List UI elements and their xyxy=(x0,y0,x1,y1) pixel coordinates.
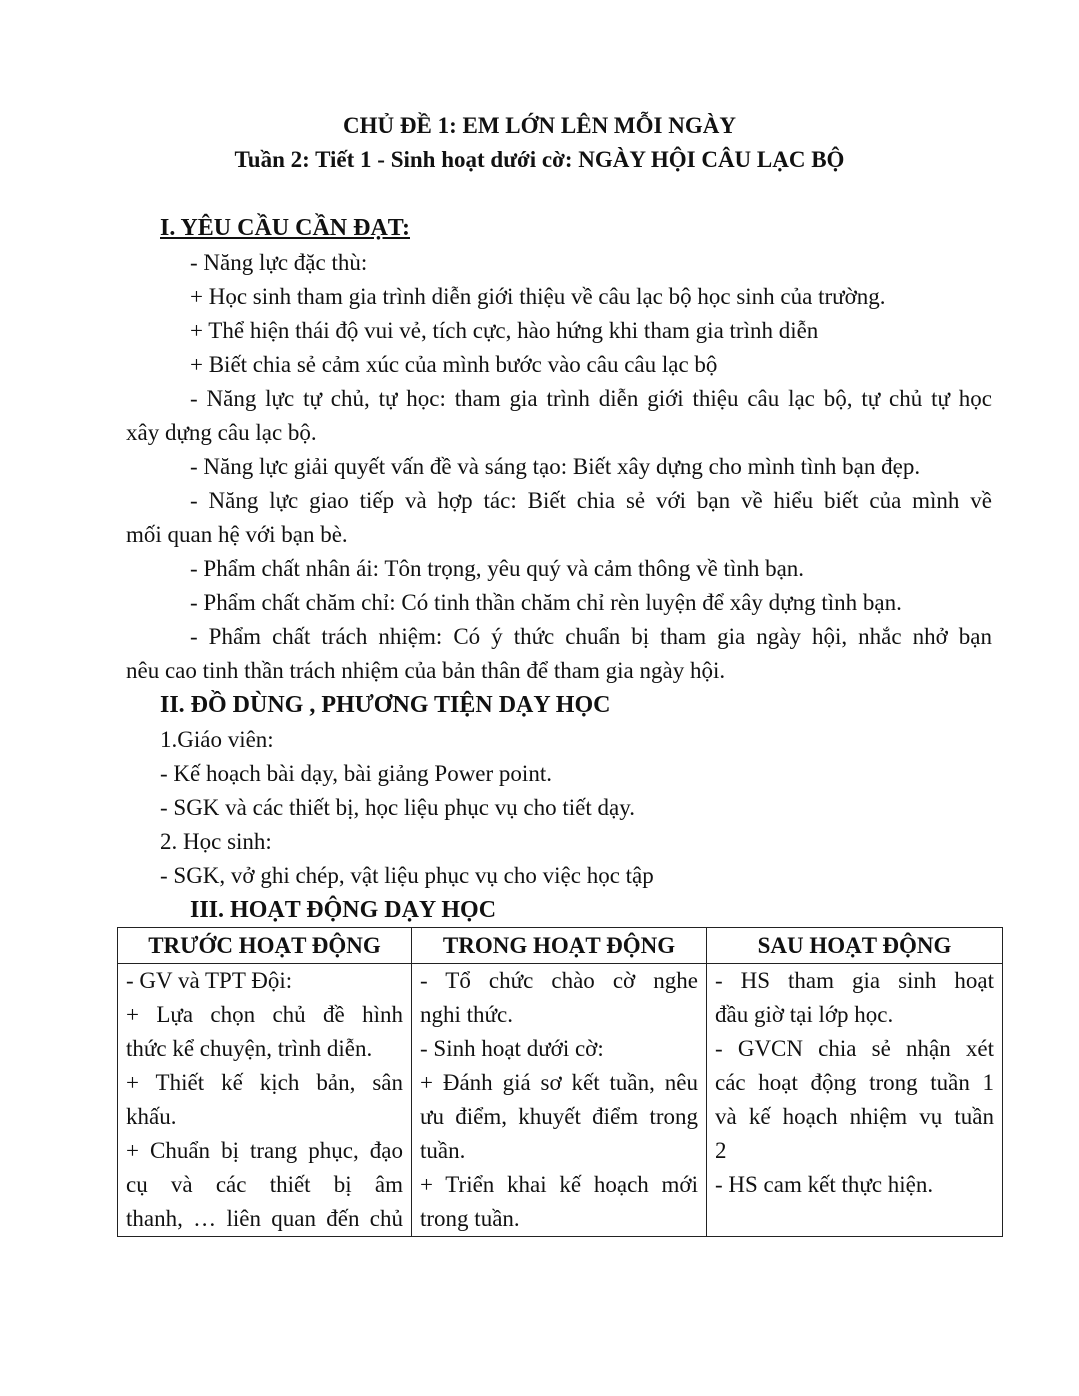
document-subtitle: Tuần 2: Tiết 1 - Sinh hoạt dưới cờ: NGÀY HỘI CÂU LẠC BỘ xyxy=(234,147,845,172)
cell-line: đầu giờ tại lớp học. xyxy=(715,1002,894,1027)
cell-line: và kế hoạch nhiệm vụ tuần xyxy=(715,1104,994,1129)
s1-line: - Phẩm chất nhân ái: Tôn trọng, yêu quý và cảm thông về tình bạn. xyxy=(190,556,805,581)
s1-line: - Năng lực đặc thù: xyxy=(190,250,368,275)
s1-line: + Học sinh tham gia trình diễn giới thiệu về câu lạc bộ học sinh của trường. xyxy=(190,284,886,309)
s2-line: - SGK và các thiết bị, học liệu phục vụ cho tiết dạy. xyxy=(160,795,635,820)
table-row xyxy=(118,964,1003,1237)
table-header-after: SAU HOẠT ĐỘNG xyxy=(707,928,1003,964)
table-cell-after xyxy=(707,964,1003,1237)
s1-line: - Phẩm chất chăm chỉ: Có tinh thần chăm chỉ rèn luyện để xây dựng tình bạn. xyxy=(190,590,902,615)
s2-line: 2. Học sinh: xyxy=(160,829,272,854)
cell-line: + Thiết kế kịch bản, sân xyxy=(126,1070,403,1095)
cell-line: tuần. xyxy=(420,1138,466,1163)
section1-heading: I. YÊU CẦU CẦN ĐẠT: xyxy=(160,215,410,241)
cell-line: nghi thức. xyxy=(420,1002,513,1027)
cell-line: trong tuần. xyxy=(420,1206,520,1231)
cell-line: các hoạt động trong tuần 1 xyxy=(715,1070,994,1095)
s1-line: mối quan hệ với bạn bè. xyxy=(126,522,348,547)
cell-line: thanh, … liên quan đến chủ xyxy=(126,1206,403,1231)
section2-heading: II. ĐỒ DÙNG , PHƯƠNG TIỆN DẠY HỌC xyxy=(160,692,611,718)
table-cell-during xyxy=(412,964,707,1237)
cell-line: ưu điểm, khuyết điểm trong xyxy=(420,1104,698,1129)
table-cell-before xyxy=(118,964,412,1237)
cell-line: - HS tham gia sinh hoạt xyxy=(715,968,994,993)
table-header-row xyxy=(118,928,1003,964)
cell-line: - Tổ chức chào cờ nghe xyxy=(420,968,698,993)
activities-table xyxy=(117,927,1003,1237)
table-header-before: TRƯỚC HOẠT ĐỘNG xyxy=(118,928,412,964)
s1-line: nêu cao tinh thần trách nhiệm của bản thân để tham gia ngày hội. xyxy=(126,658,726,683)
s1-line: - Phẩm chất trách nhiệm: Có ý thức chuẩn bị tham gia ngày hội, nhắc nhở bạn xyxy=(190,624,992,649)
s1-line: xây dựng câu lạc bộ. xyxy=(126,420,317,445)
cell-line: - GVCN chia sẻ nhận xét xyxy=(715,1036,994,1061)
cell-line: - GV và TPT Đội: xyxy=(126,968,293,993)
cell-line: - Sinh hoạt dưới cờ: xyxy=(420,1036,604,1061)
cell-line: + Lựa chọn chủ đề hình xyxy=(126,1002,403,1027)
table-header-during: TRONG HOẠT ĐỘNG xyxy=(412,928,707,964)
s2-line: - Kế hoạch bài dạy, bài giảng Power point. xyxy=(160,761,552,786)
s2-line: - SGK, vở ghi chép, vật liệu phục vụ cho việc học tập xyxy=(160,863,654,888)
cell-line: khấu. xyxy=(126,1104,177,1129)
cell-line: + Chuẩn bị trang phục, đạo xyxy=(126,1138,403,1163)
document-title: CHỦ ĐỀ 1: EM LỚN LÊN MỖI NGÀY xyxy=(343,113,736,138)
s1-line: + Thể hiện thái độ vui vẻ, tích cực, hào hứng khi tham gia trình diễn xyxy=(190,318,819,343)
s1-line: - Năng lực giải quyết vấn đề và sáng tạo: Biết xây dựng cho mình tình bạn đẹp. xyxy=(190,454,921,479)
s2-line: 1.Giáo viên: xyxy=(160,727,274,752)
s1-line: - Năng lực giao tiếp và hợp tác: Biết chia sẻ với bạn về hiểu biết của mình về xyxy=(190,488,992,513)
cell-line: - HS cam kết thực hiện. xyxy=(715,1172,934,1197)
cell-line: + Đánh giá sơ kết tuần, nêu xyxy=(420,1070,698,1095)
section3-heading: III. HOẠT ĐỘNG DẠY HỌC xyxy=(190,897,497,923)
cell-line: thức kể chuyện, trình diễn. xyxy=(126,1036,373,1061)
cell-line: + Triển khai kế hoạch mới xyxy=(420,1172,698,1197)
cell-line: 2 xyxy=(715,1138,727,1163)
s1-line: + Biết chia sẻ cảm xúc của mình bước vào câu câu lạc bộ xyxy=(190,352,718,377)
cell-line: cụ và các thiết bị âm xyxy=(126,1172,403,1197)
s1-line: - Năng lực tự chủ, tự học: tham gia trình diễn giới thiệu câu lạc bộ, tự chủ tự học xyxy=(190,386,992,411)
